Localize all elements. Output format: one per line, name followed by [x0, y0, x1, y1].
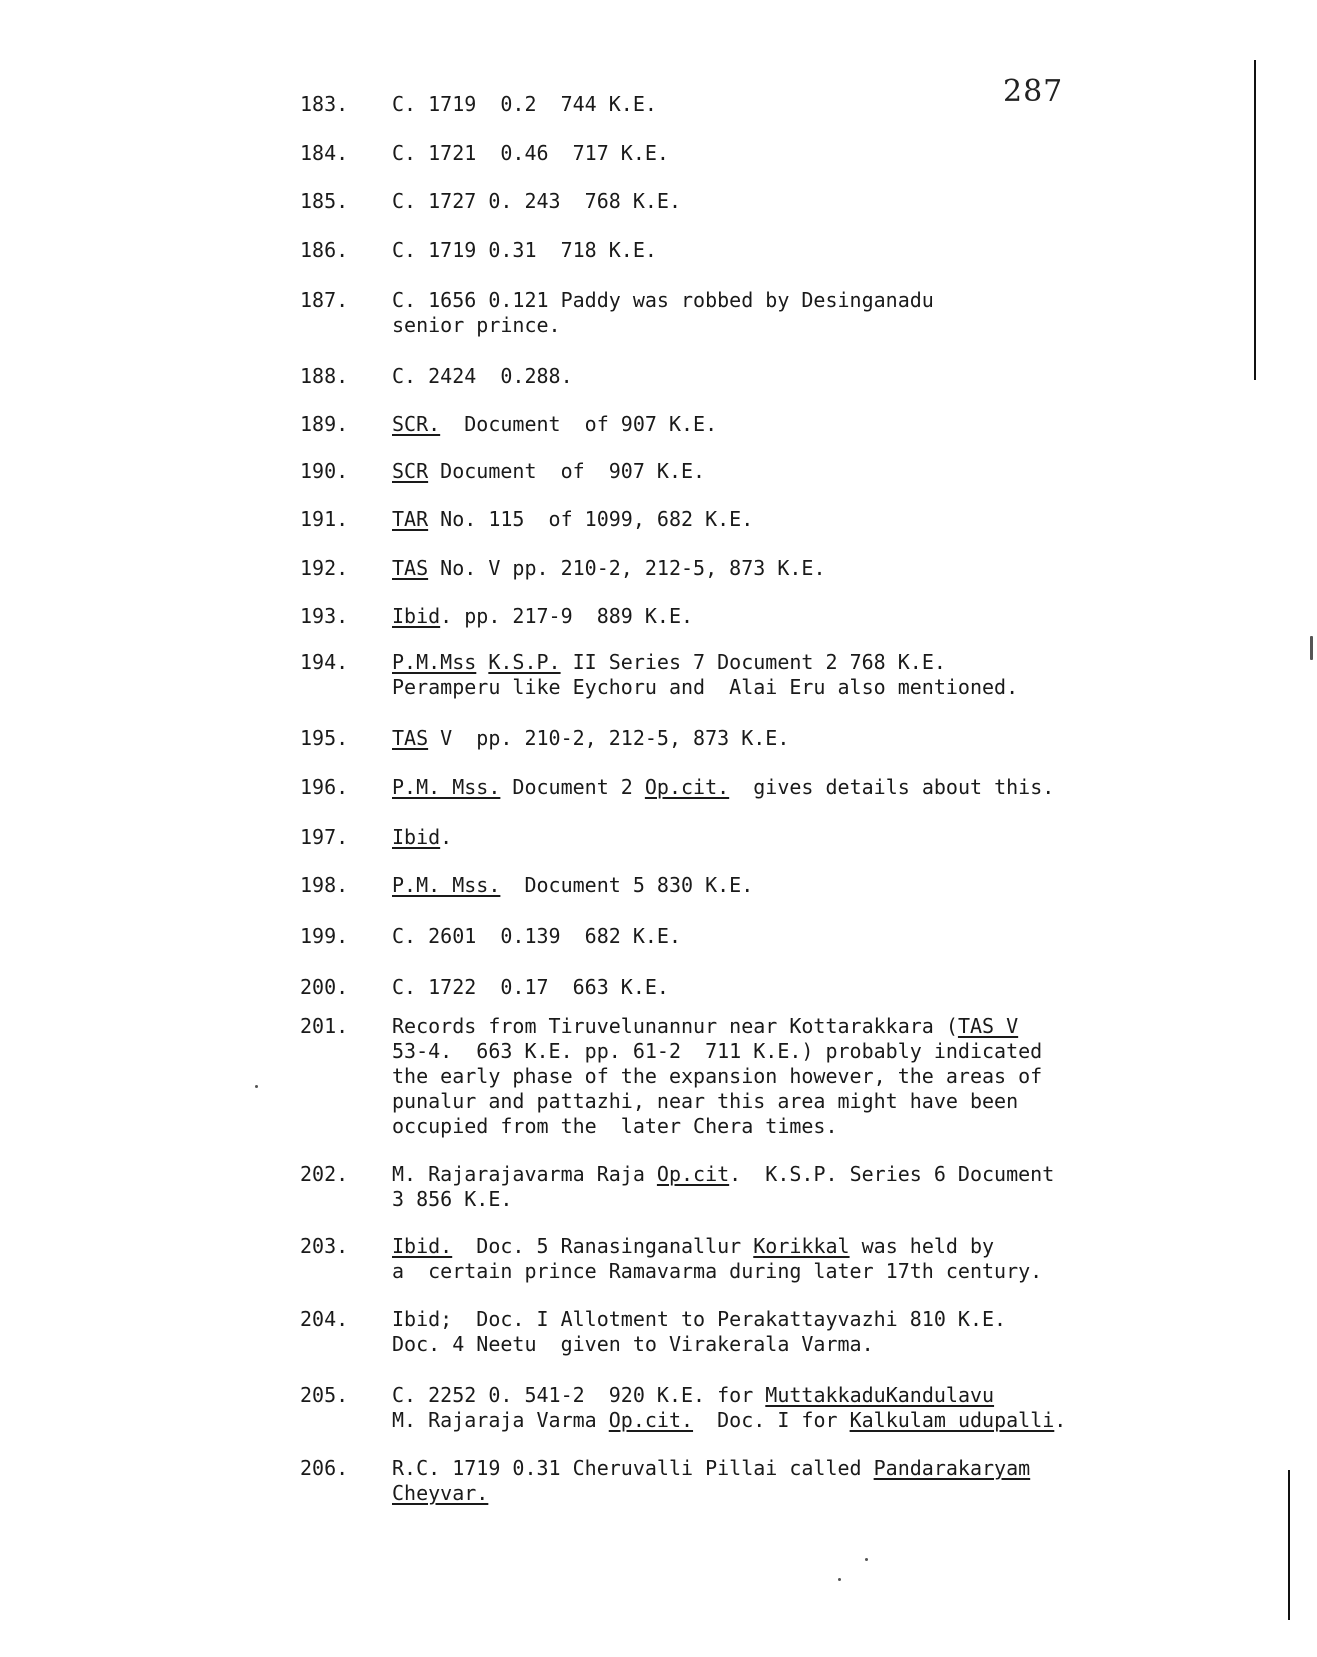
text-segment: V pp. 210-2, 212-5, 873 K.E. [428, 726, 790, 750]
text-segment: Document 5 830 K.E. [500, 873, 754, 897]
underlined-citation: Op.cit [656, 1162, 730, 1186]
footnote-text [392, 364, 1252, 389]
scan-edge-line [1254, 60, 1256, 380]
footnote-number: 183. [300, 92, 349, 116]
footnote-line [392, 1259, 1252, 1284]
footnote-number: 206. [300, 1456, 349, 1480]
text-segment: Records from Tiruvelunannur near Kottarakkara ( [392, 1014, 958, 1038]
footnote-text [392, 412, 1252, 437]
text-segment: C. 2601 0.139 682 K.E. [392, 924, 681, 948]
footnote-number: 198. [300, 873, 349, 897]
text-segment: Document of 907 K.E. [428, 459, 706, 483]
footnote-number: 200. [300, 975, 349, 999]
footnote-line [392, 288, 1252, 313]
footnote-number: 194. [300, 650, 349, 674]
underlined-citation: Cheyvar. [392, 1481, 489, 1505]
footnote-text [392, 92, 1252, 117]
footnote-line [392, 238, 1252, 263]
footnote-line [392, 825, 1252, 850]
footnote-text [392, 141, 1252, 166]
footnote-line [392, 313, 1252, 338]
underlined-citation: TAS [392, 556, 429, 580]
footnote-number: 201. [300, 1014, 349, 1038]
footnote-line [392, 364, 1252, 389]
footnote-number: 197. [300, 825, 349, 849]
scan-speck [255, 1085, 258, 1088]
underlined-citation: Korikkal [753, 1234, 850, 1258]
footnote-number: 205. [300, 1383, 349, 1407]
text-segment: . [440, 825, 453, 849]
footnote-line [392, 1307, 1252, 1332]
text-segment: M. Rajaraja Varma [392, 1408, 609, 1432]
footnote-line [392, 1162, 1252, 1187]
underlined-citation: SCR. [392, 412, 441, 436]
text-segment: C. 2424 0.288. [392, 364, 573, 388]
text-segment: Doc. I for [693, 1408, 850, 1432]
text-segment [476, 650, 488, 674]
underlined-citation: Ibid. [392, 1234, 453, 1258]
text-segment: C. 1721 0.46 717 K.E. [392, 141, 669, 165]
underlined-citation: K.S.P. [488, 650, 561, 674]
text-segment: Doc. 4 Neetu given to Virakerala Varma. [392, 1332, 874, 1356]
footnote-text [392, 650, 1252, 700]
footnote-text [392, 507, 1252, 532]
footnote-line [392, 412, 1252, 437]
text-segment: No. 115 of 1099, 682 K.E. [428, 507, 754, 531]
footnote-text [392, 556, 1252, 581]
text-segment: 53-4. 663 K.E. pp. 61-2 711 K.E.) probably indicated [392, 1039, 1043, 1063]
text-segment: punalur and pattazhi, near this area might have been [392, 1089, 1019, 1113]
footnote-number: 202. [300, 1162, 349, 1186]
footnote-text [392, 189, 1252, 214]
text-segment: M. Rajarajavarma Raja [392, 1162, 657, 1186]
footnote-text [392, 825, 1252, 850]
footnote-number: 185. [300, 189, 349, 213]
footnote-number: 184. [300, 141, 349, 165]
footnote-line [392, 1481, 1252, 1506]
text-segment: gives details about this. [729, 775, 1055, 799]
footnote-line [392, 873, 1252, 898]
footnote-line [392, 556, 1252, 581]
text-segment: C. 1656 0.121 Paddy was robbed by Desinganadu [392, 288, 934, 312]
text-segment: Document 2 [500, 775, 645, 799]
scan-speck [838, 1578, 841, 1581]
footnote-text [392, 1234, 1252, 1284]
footnote-number: 196. [300, 775, 349, 799]
footnote-line [392, 1187, 1252, 1212]
underlined-citation: SCR [392, 459, 429, 483]
footnote-number: 187. [300, 288, 349, 312]
text-segment: Ibid; Doc. I Allotment to Perakattayvazhi 810 K.E. [392, 1307, 1007, 1331]
footnote-text [392, 1014, 1252, 1139]
text-segment: II Series 7 Document 2 768 K.E. [560, 650, 946, 674]
underlined-citation: TAS V [957, 1014, 1019, 1038]
footnote-number: 204. [300, 1307, 349, 1331]
text-segment: . pp. 217-9 889 K.E. [440, 604, 694, 628]
scan-speck [1310, 636, 1313, 660]
text-segment: C. 2252 0. 541-2 920 K.E. for [392, 1383, 766, 1407]
footnote-line [392, 675, 1252, 700]
footnote-number: 195. [300, 726, 349, 750]
underlined-citation: P.M. Mss. [392, 775, 501, 799]
footnote-text [392, 775, 1252, 800]
footnote-line [392, 1383, 1252, 1408]
text-segment: occupied from the later Chera times. [392, 1114, 838, 1138]
footnote-line [392, 507, 1252, 532]
text-segment: R.C. 1719 0.31 Cheruvalli Pillai called [392, 1456, 874, 1480]
footnote-text [392, 238, 1252, 263]
text-segment: a certain prince Ramavarma during later 17th century. [392, 1259, 1043, 1283]
text-segment: senior prince. [392, 313, 561, 337]
footnote-line [392, 1039, 1252, 1064]
footnote-text [392, 459, 1252, 484]
footnote-number: 190. [300, 459, 349, 483]
footnote-text [392, 604, 1252, 629]
footnote-line [392, 924, 1252, 949]
text-segment: . K.S.P. Series 6 Document [729, 1162, 1055, 1186]
underlined-citation: Kalkulam udupalli [849, 1408, 1055, 1432]
underlined-citation: TAR [392, 507, 429, 531]
footnote-number: 186. [300, 238, 349, 262]
footnote-number: 188. [300, 364, 349, 388]
scan-edge-line [1288, 1470, 1290, 1620]
text-segment: was held by [849, 1234, 995, 1258]
footnote-number: 189. [300, 412, 349, 436]
footnote-text [392, 1307, 1252, 1357]
footnote-text [392, 726, 1252, 751]
text-segment: 3 856 K.E. [392, 1187, 513, 1211]
footnote-line [392, 1408, 1252, 1433]
footnote-number: 192. [300, 556, 349, 580]
footnote-line [392, 1014, 1252, 1039]
footnote-text [392, 873, 1252, 898]
text-segment: Document of 907 K.E. [440, 412, 718, 436]
underlined-citation: Pandarakaryam [873, 1456, 1031, 1480]
text-segment: C. 1727 0. 243 768 K.E. [392, 189, 681, 213]
footnote-line [392, 726, 1252, 751]
footnote-line [392, 1064, 1252, 1089]
text-segment: No. V pp. 210-2, 212-5, 873 K.E. [428, 556, 826, 580]
scan-speck [865, 1558, 868, 1561]
underlined-citation: TAS [392, 726, 429, 750]
footnote-text [392, 1162, 1252, 1212]
footnote-text [392, 975, 1252, 1000]
footnote-text [392, 288, 1252, 338]
footnote-text [392, 924, 1252, 949]
underlined-citation: P.M. Mss. [392, 873, 501, 897]
footnote-line [392, 189, 1252, 214]
footnote-number: 203. [300, 1234, 349, 1258]
underlined-citation: Op.cit. [608, 1408, 694, 1432]
footnote-line [392, 1234, 1252, 1259]
footnote-line [392, 650, 1252, 675]
footnote-line [392, 141, 1252, 166]
underlined-citation: P.M.Mss [392, 650, 477, 674]
footnote-line [392, 975, 1252, 1000]
footnote-line [392, 604, 1252, 629]
footnote-number: 193. [300, 604, 349, 628]
footnote-line [392, 1456, 1252, 1481]
footnote-number: 199. [300, 924, 349, 948]
text-segment: . [1054, 1408, 1067, 1432]
footnote-line [392, 459, 1252, 484]
text-segment: C. 1719 0.31 718 K.E. [392, 238, 657, 262]
text-segment: C. 1722 0.17 663 K.E. [392, 975, 669, 999]
text-segment: Peramperu like Eychoru and Alai Eru also mentioned. [392, 675, 1019, 699]
underlined-citation: MuttakkaduKandulavu [765, 1383, 995, 1407]
footnote-line [392, 1114, 1252, 1139]
underlined-citation: Ibid [392, 825, 441, 849]
footnote-text [392, 1456, 1252, 1506]
text-segment: C. 1719 0.2 744 K.E. [392, 92, 657, 116]
text-segment: the early phase of the expansion however, the areas of [392, 1064, 1043, 1088]
footnote-line [392, 775, 1252, 800]
footnote-line [392, 92, 1252, 117]
footnote-line [392, 1332, 1252, 1357]
footnote-line [392, 1089, 1252, 1114]
text-segment: Doc. 5 Ranasinganallur [452, 1234, 754, 1258]
underlined-citation: Ibid [392, 604, 441, 628]
underlined-citation: Op.cit. [644, 775, 730, 799]
page-number: 287 [1003, 74, 1064, 109]
footnote-number: 191. [300, 507, 349, 531]
footnote-text [392, 1383, 1252, 1433]
